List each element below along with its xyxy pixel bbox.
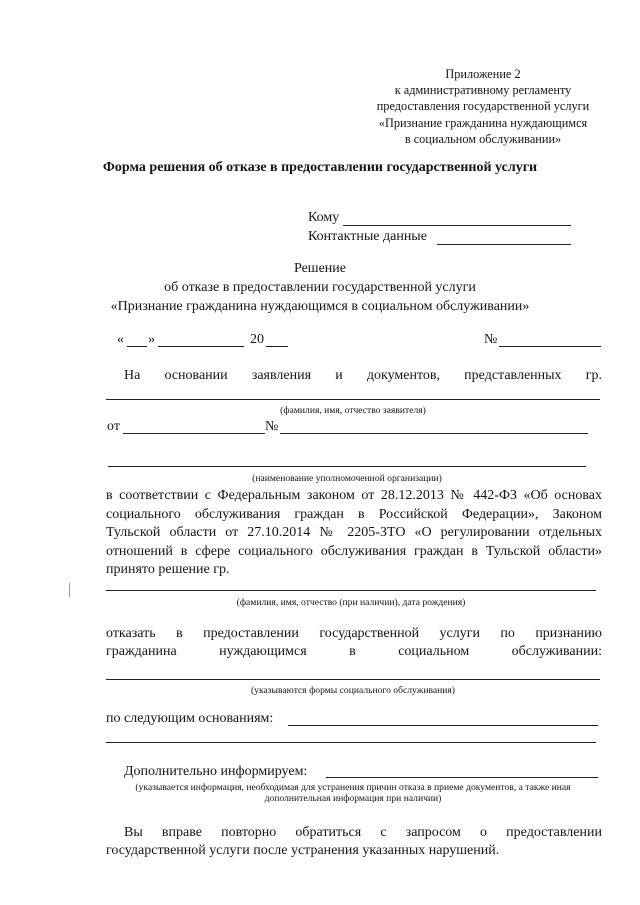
- applicant-name-field[interactable]: [106, 399, 600, 400]
- appendix-line: к административному регламенту: [394, 83, 572, 98]
- basis-word: На: [124, 368, 141, 383]
- decision-service-name: «Признание гражданина нуждающимся в социальном обслуживании»: [110, 299, 530, 314]
- basis-word: гр.: [585, 368, 602, 383]
- grounds-label: по следующим основаниям:: [106, 711, 274, 726]
- date-year-field[interactable]: [266, 346, 288, 347]
- basis-line: [124, 368, 602, 384]
- refusal-line-1: [106, 626, 602, 642]
- organization-field[interactable]: [108, 466, 586, 467]
- refusal-word: обслуживании:: [511, 644, 602, 659]
- decision-number-label: №: [484, 332, 498, 347]
- refusal-word: признанию: [535, 626, 602, 641]
- closing-word: о: [480, 825, 488, 840]
- closing-line-2: государственной услуги после устранения указанных нарушений.: [106, 843, 500, 858]
- from-date-field[interactable]: [123, 433, 265, 434]
- closing-word: повторно: [221, 825, 277, 840]
- law-paragraph: [106, 487, 602, 580]
- date-month-field[interactable]: [158, 346, 244, 347]
- refusal-word: в: [349, 644, 356, 659]
- organization-caption: (наименование уполномоченной организации): [252, 473, 442, 484]
- law-line: социального обслуживания граждан в Российской Федерации», Законом: [106, 506, 602, 522]
- closing-word: вправе: [161, 825, 202, 840]
- law-line: принято решение гр.: [106, 562, 230, 578]
- form-title: Форма решения об отказе в предоставлении государственной услуги: [102, 160, 538, 175]
- additional-caption-line: (указывается информация, необходимая для устранения причин отказа в приеме документов, а также иная: [135, 782, 571, 793]
- closing-word: Вы: [124, 825, 143, 840]
- scan-mark: [69, 583, 70, 597]
- basis-word: и: [335, 368, 343, 383]
- date-day-field[interactable]: [127, 346, 147, 347]
- appendix-line: в социальном обслуживании»: [404, 131, 562, 146]
- law-line: Тульской области от 27.10.2014 № 2205-ЗТО «О регулировании отдельных: [106, 525, 602, 541]
- decision-title: Решение: [293, 261, 346, 276]
- refusal-word: предоставлении: [203, 626, 299, 641]
- basis-word: документов,: [366, 368, 441, 383]
- basis-word: заявления: [251, 368, 312, 383]
- refusal-word: в: [176, 626, 183, 641]
- date-quote-close: »: [148, 332, 155, 347]
- decision-subtitle: об отказе в предоставлении государственной услуги: [164, 280, 476, 295]
- recipient-contact-field[interactable]: [437, 244, 571, 245]
- closing-word: обратиться: [295, 825, 362, 840]
- citizen-name-caption: (фамилия, имя, отчество (при наличии), дата рождения): [236, 597, 466, 608]
- closing-word: запросом: [405, 825, 461, 840]
- service-forms-field[interactable]: [106, 679, 600, 680]
- closing-line-1: [124, 825, 602, 841]
- appendix-header: [360, 66, 606, 147]
- citizen-name-field[interactable]: [106, 590, 596, 591]
- additional-field[interactable]: [326, 777, 598, 778]
- additional-caption-line: дополнительная информация при наличии): [264, 793, 442, 804]
- refusal-line-2: [106, 644, 602, 660]
- closing-word: с: [380, 825, 387, 840]
- service-forms-caption: (указываются формы социального обслуживания): [250, 685, 455, 696]
- appendix-line: предоставления государственной услуги: [376, 99, 590, 114]
- recipient-to-label: Кому: [308, 210, 340, 225]
- basis-word: представленных: [464, 368, 562, 383]
- applicant-name-caption: (фамилия, имя, отчество заявителя): [280, 405, 426, 416]
- refusal-word: услуги: [439, 626, 480, 641]
- grounds-field-continuation[interactable]: [106, 742, 596, 743]
- refusal-word: нуждающимся: [219, 644, 307, 659]
- appendix-line: Приложение 2: [445, 67, 521, 81]
- additional-caption: [106, 782, 600, 804]
- from-number-field[interactable]: [280, 433, 588, 434]
- recipient-contact-label: Контактные данные: [308, 229, 427, 244]
- refusal-word: гражданина: [106, 644, 177, 659]
- from-number-label: №: [265, 419, 279, 434]
- decision-number-field[interactable]: [499, 346, 601, 347]
- law-line: в соответствии с Федеральным законом от 28.12.2013 № 442-ФЗ «Об основах: [106, 488, 602, 503]
- from-label: от: [107, 419, 120, 434]
- law-line: отношений в сфере социального обслуживания граждан в Тульской области»: [106, 543, 602, 559]
- recipient-to-field[interactable]: [343, 225, 571, 226]
- closing-word: предоставлении: [506, 825, 602, 840]
- additional-label: Дополнительно информируем:: [124, 764, 308, 779]
- grounds-field[interactable]: [288, 725, 598, 726]
- appendix-line: «Признание гражданина нуждающимся: [378, 115, 588, 130]
- basis-word: основании: [164, 368, 228, 383]
- refusal-word: по: [500, 626, 515, 641]
- refusal-word: отказать: [106, 626, 156, 641]
- date-year-prefix: 20: [250, 332, 264, 347]
- refusal-word: государственной: [319, 626, 420, 641]
- date-quote-open: «: [117, 332, 124, 347]
- refusal-word: социальном: [398, 644, 470, 659]
